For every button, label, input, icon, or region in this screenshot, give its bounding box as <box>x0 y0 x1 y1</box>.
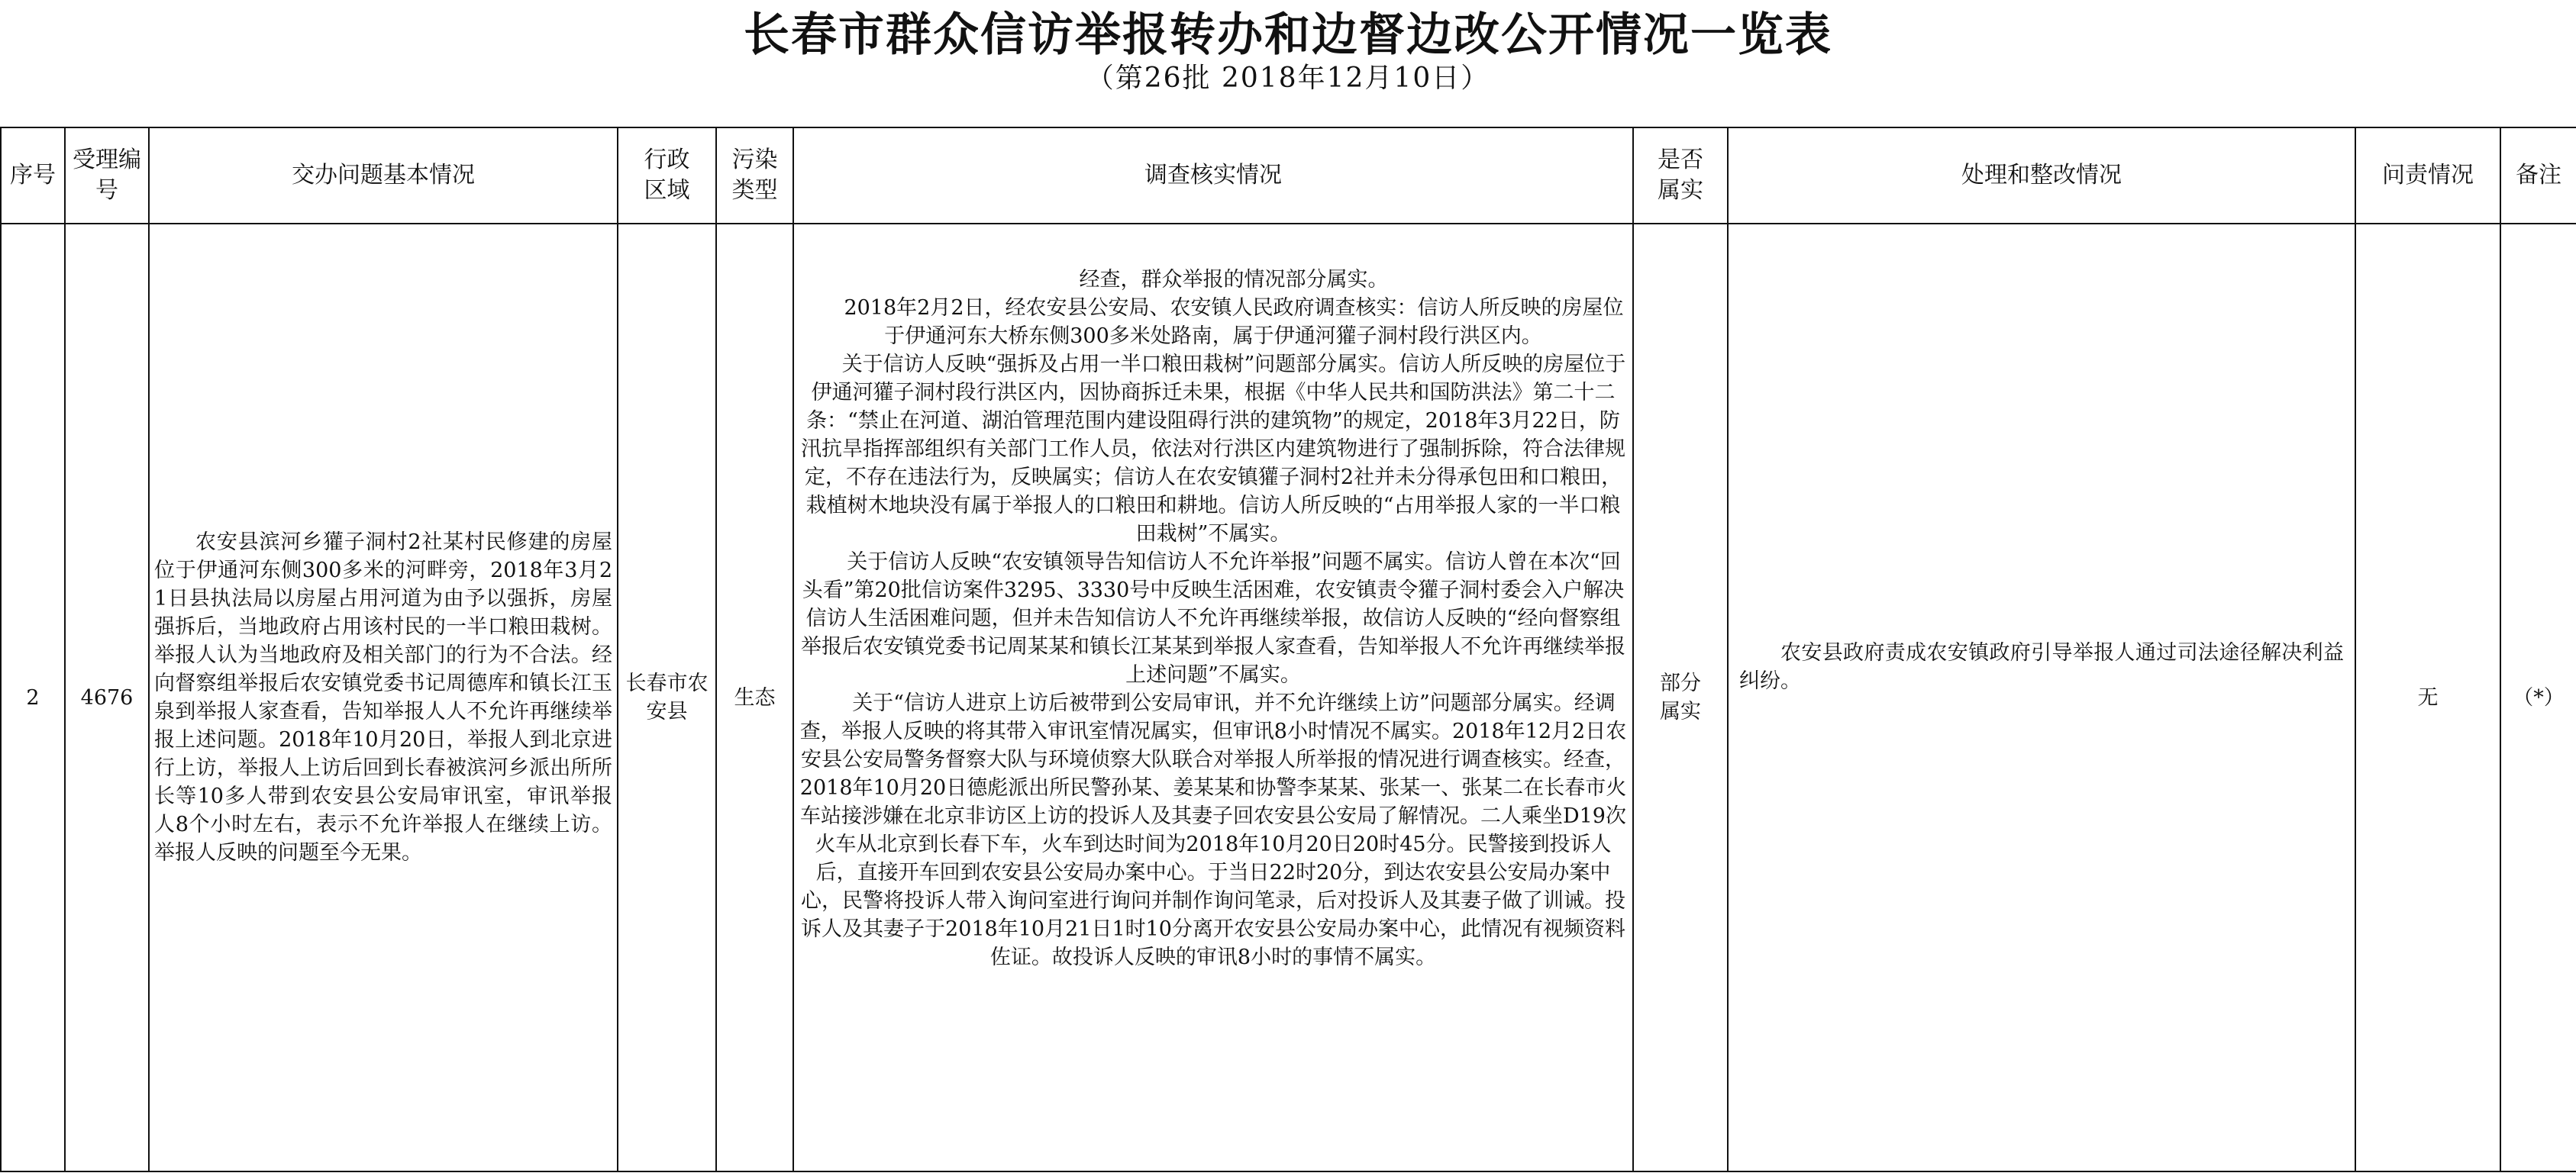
col-header-region: 行政区域 <box>618 127 716 224</box>
cell-pollution-type: 生态 <box>716 224 793 1171</box>
investigation-paragraph: 经查，群众举报的情况部分属实。 <box>1079 268 1389 292</box>
col-header-seq: 序号 <box>1 127 65 224</box>
col-header-complaint: 交办问题基本情况 <box>149 127 618 224</box>
investigation-paragraph: 2018年2月2日，经农安县公安局、农安镇人民政府调查核实：信访人所反映的房屋位于伊通河东大桥东侧300多米处路南，属于伊通河獾子洞村段行洪区内。 <box>844 296 1624 348</box>
investigation-paragraph: 关于“信访人进京上访后被带到公安局审讯，并不允许继续上访”问题部分属实。经调查，举报人反映的将其带入审讯室情况属实，但审讯8小时情况不属实。2018年12月2日农安县公安局警务督察大队与环境侦察大队联合对举报人所举报的情况进行调查核实。经查，2018年10月20日德彪派出所民警孙某、姜某某和协警李某某、张某一、张某二在长春市火车站接涉嫌在北京非访区上访的投诉人及其妻子回农安县公安局了解情况。二人乘坐D19次火车从北京到长春下车，火车到达时间为2018年10月20日20时45分。民警接到投诉人后，直接开车回到农安县公安局办案中心。于当日22时20分，到达农安县公安局办案中心，民警将投诉人带入询问室进行询问并制作询问笔录，后对投诉人及其妻子做了训诫。投诉人及其妻子于2018年10月21日1时10分离开农安县公安局办案中心，此情况有视频资料佐证。故投诉人反映的审讯8小时的事情不属实。 <box>799 691 1627 969</box>
complaint-text: 农安县滨河乡獾子洞村2社某村民修建的房屋位于伊通河东侧300多米的河畔旁，2018年3月21日县执法局以房屋占用河道为由予以强拆，房屋强拆后，当地政府占用该村民的一半口粮田栽树。举报人认为当地政府及相关部门的行为不合法。经向督察组举报后农安镇党委书记周德库和镇长江玉泉到举报人家查看，告知举报人人不允许再继续举报上述问题。2018年10月20日，举报人到北京进行上访，举报人上访后回到长春被滨河乡派出所所长等10多人带到农安县公安局审讯室，审讯举报人8个小时左右，表示不允许举报人在继续上访。举报人反映的问题至今无果。 <box>154 530 612 865</box>
col-header-investigation: 调查核实情况 <box>793 127 1633 224</box>
col-header-handling: 处理和整改情况 <box>1728 127 2355 224</box>
col-header-case-no: 受理编号 <box>65 127 149 224</box>
page-title: 长春市群众信访举报转办和边督边改公开情况一览表 <box>744 8 1832 62</box>
cell-verified: 部分属实 <box>1633 224 1728 1171</box>
cell-case-no: 4676 <box>65 224 149 1171</box>
cell-remarks: （*） <box>2500 224 2576 1171</box>
col-header-accountability: 问责情况 <box>2355 127 2500 224</box>
page-subtitle: （第26批 2018年12月10日） <box>1086 63 1490 94</box>
cell-investigation <box>793 224 1633 1171</box>
cell-seq: 2 <box>1 224 65 1171</box>
col-header-remarks: 备注 <box>2500 127 2576 224</box>
table-row <box>1 224 2576 1171</box>
col-header-pollution-type: 污染类型 <box>716 127 793 224</box>
cell-complaint <box>149 224 618 1171</box>
cell-accountability: 无 <box>2355 224 2500 1171</box>
handling-text: 农安县政府责成农安镇政府引导举报人通过司法途径解决利益纠纷。 <box>1739 641 2344 693</box>
investigation-paragraph: 关于信访人反映“强拆及占用一半口粮田栽树”问题部分属实。信访人所反映的房屋位于伊通河獾子洞村段行洪区内，因协商拆迁未果，根据《中华人民共和国防洪法》第二十二条：“禁止在河道、湖泊管理范围内建设阻碍行洪的建筑物”的规定，2018年3月22日，防汛抗旱指挥部组织有关部门工作人员，依法对行洪区内建筑物进行了强制拆除，符合法律规定，不存在违法行为，反映属实；信访人在农安镇獾子洞村2社并未分得承包田和口粮田，栽植树木地块没有属于举报人的口粮田和耕地。信访人所反映的“占用举报人家的一半口粮田栽树”不属实。 <box>801 353 1626 546</box>
disclosure-table <box>0 127 2576 1172</box>
table-header-row <box>1 127 2576 224</box>
cell-region: 长春市农安县 <box>618 224 716 1171</box>
cell-handling <box>1728 224 2355 1171</box>
investigation-paragraph: 关于信访人反映“农安镇领导告知信访人不允许举报”问题不属实。信访人曾在本次“回头看”第20批信访案件3295、3330号中反映生活困难，农安镇责令獾子洞村委会入户解决信访人生活困难问题，但并未告知信访人不允许再继续举报，故信访人反映的“经向督察组举报后农安镇党委书记周某某和镇长江某某到举报人家查看，告知举报人不允许再继续举报上述问题”不属实。 <box>801 550 1625 687</box>
col-header-verified: 是否属实 <box>1633 127 1728 224</box>
